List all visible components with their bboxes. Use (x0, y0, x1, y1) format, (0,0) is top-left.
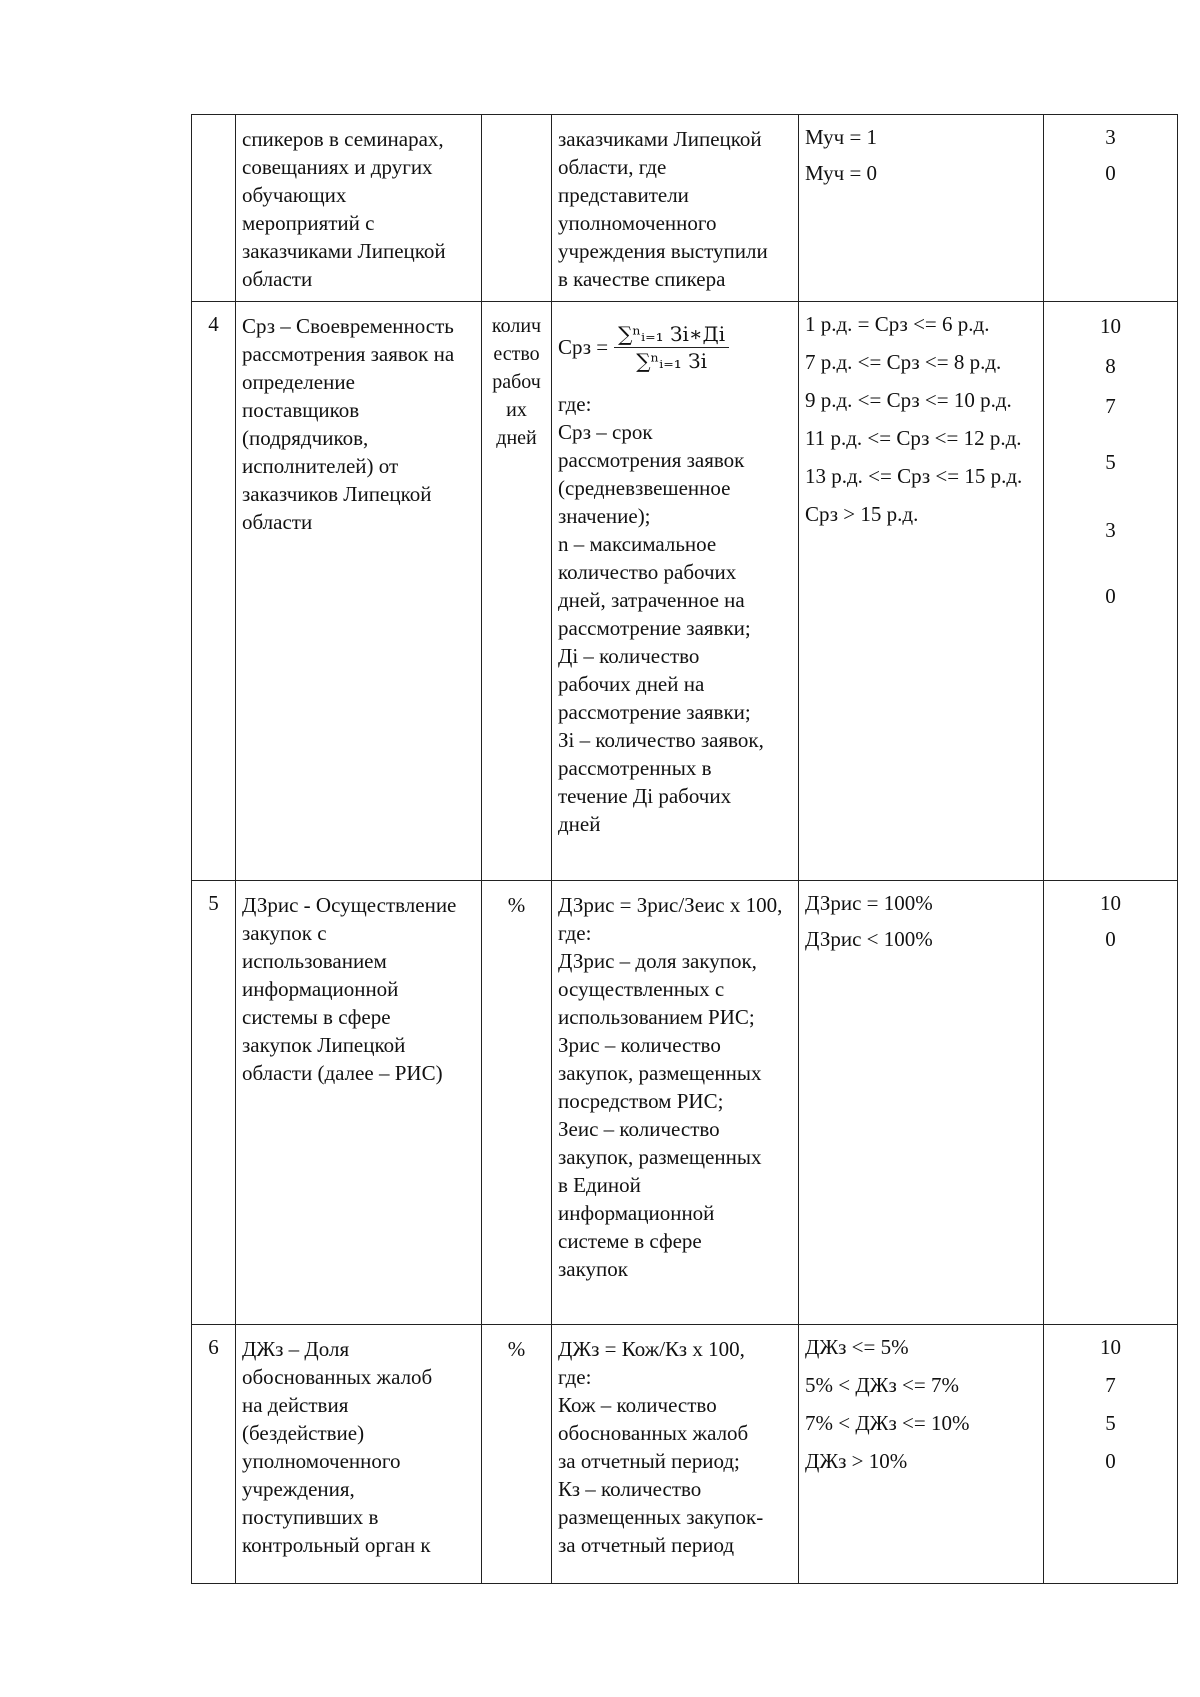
text-line: закупок Липецкой (242, 1033, 406, 1057)
text-line: ДЗрис = Зрис/Зеис х 100, (558, 893, 783, 917)
text-line: определение (242, 370, 355, 394)
text-line: области (242, 267, 313, 291)
criterion: 7 р.д. <= Срз <= 8 р.д. (805, 350, 1002, 374)
text-line: системы в сфере (242, 1005, 391, 1029)
score: 10 (1100, 891, 1121, 915)
text-line: рабоч (492, 371, 541, 393)
indicator-name (236, 881, 482, 1325)
text-line: области (далее – РИС) (242, 1061, 443, 1085)
calculation-method (552, 115, 799, 302)
criterion: 7% < ДЖз <= 10% (805, 1411, 970, 1435)
text-line: закупок, размещенных (558, 1061, 762, 1085)
text-line: (подрядчиков, (242, 426, 369, 450)
text-line: поступивших в (242, 1505, 379, 1529)
text-line: использованием РИС; (558, 1005, 755, 1029)
unit-cell: % (482, 1325, 552, 1584)
text-line: колич (491, 315, 542, 337)
text-line: количество рабочих (558, 560, 737, 584)
calculation-method (552, 881, 799, 1325)
text-line: информационной (242, 977, 399, 1001)
text-line: Срз – срок (558, 420, 653, 444)
score: 5 (1105, 450, 1116, 474)
row-number: 6 (192, 1325, 236, 1584)
formula-lhs: Срз = (558, 335, 609, 359)
formula-numerator: ∑ⁿᵢ₌₁ Зi∗Дi (614, 321, 729, 348)
criterion: ДЗрис < 100% (805, 927, 933, 951)
text-line: дней (496, 427, 537, 449)
unit-cell (482, 302, 552, 881)
text-line: поставщиков (242, 398, 360, 422)
text-line: осуществленных с (558, 977, 725, 1001)
text-line: заказчиками Липецкой (242, 239, 446, 263)
text-line: Кож – количество (558, 1393, 717, 1417)
text-line: ДЖз – Доля (242, 1337, 350, 1361)
text-line: представители (558, 183, 689, 207)
score: 0 (1105, 1449, 1116, 1473)
criterion: ДЗрис = 100% (805, 891, 933, 915)
text-line: Зi – количество заявок, (558, 728, 764, 752)
unit-cell (482, 115, 552, 302)
text-line: в качестве спикера (558, 267, 726, 291)
formula (558, 312, 792, 382)
text-line: учреждения выступили (558, 239, 768, 263)
score-cell (1044, 115, 1178, 302)
score: 0 (1105, 584, 1116, 608)
text-line: области (242, 510, 313, 534)
text-line: рассмотрения заявок (558, 448, 745, 472)
row-number: 5 (192, 881, 236, 1325)
text-line: их (506, 399, 527, 421)
criterion: Муч = 0 (805, 161, 878, 185)
text-line: заказчиков Липецкой (242, 482, 432, 506)
row-number (192, 115, 236, 302)
text-line: за отчетный период (558, 1533, 735, 1557)
text-line: рассмотрения заявок на (242, 342, 455, 366)
text-line: закупок, размещенных (558, 1145, 762, 1169)
text-line: Дi – количество (558, 644, 700, 668)
text-line: ДЗрис - Осуществление (242, 893, 457, 917)
text-line: рабочих дней на (558, 672, 705, 696)
calculation-method (552, 1325, 799, 1584)
text-line: совещаниях и других (242, 155, 433, 179)
score: 10 (1100, 1335, 1121, 1359)
text-line: уполномоченного (242, 1449, 401, 1473)
score: 0 (1105, 927, 1116, 951)
text-line: области, где (558, 155, 667, 179)
text-line: ДЖз = Кож/Кз х 100, (558, 1337, 745, 1361)
indicator-name (236, 115, 482, 302)
text-line: (средневзвешенное (558, 476, 731, 500)
formula-fraction (614, 321, 729, 374)
text-line: где: (558, 392, 592, 416)
text-line: уполномоченного (558, 211, 717, 235)
criterion: ДЖз > 10% (805, 1449, 908, 1473)
text-line: посредством РИС; (558, 1089, 724, 1113)
text-line: (бездействие) (242, 1421, 365, 1445)
criteria-cell (799, 1325, 1044, 1584)
text-line: рассмотрение заявки; (558, 700, 751, 724)
text-line: системе в сфере (558, 1229, 702, 1253)
text-line: мероприятий с (242, 211, 375, 235)
criterion: 9 р.д. <= Срз <= 10 р.д. (805, 388, 1012, 412)
text-line: Зрис – количество (558, 1033, 721, 1057)
score: 3 (1105, 125, 1116, 149)
text-line: где: (558, 921, 592, 945)
text-line: информационной (558, 1201, 715, 1225)
text-line: дней, затраченное на (558, 588, 745, 612)
calculation-method (552, 302, 799, 881)
text-line: значение); (558, 504, 651, 528)
criterion: Срз > 15 р.д. (805, 502, 919, 526)
criterion: ДЖз <= 5% (805, 1335, 909, 1359)
text-line: на действия (242, 1393, 349, 1417)
indicator-name (236, 302, 482, 881)
criterion: 13 р.д. <= Срз <= 15 р.д. (805, 464, 1023, 488)
score: 7 (1105, 1373, 1116, 1397)
text-line: спикеров в семинарах, (242, 127, 444, 151)
score-cell (1044, 881, 1178, 1325)
criterion: 5% < ДЖз <= 7% (805, 1373, 959, 1397)
row-number: 4 (192, 302, 236, 881)
text-line: Кз – количество (558, 1477, 702, 1501)
score: 7 (1105, 394, 1116, 418)
score: 5 (1105, 1411, 1116, 1435)
text-line: за отчетный период; (558, 1449, 740, 1473)
text-line: заказчиками Липецкой (558, 127, 762, 151)
text-line: ество (493, 343, 540, 365)
table-row (192, 881, 1178, 1325)
score: 3 (1105, 518, 1116, 542)
text-line: контрольный орган к (242, 1533, 431, 1557)
criterion: Муч = 1 (805, 125, 878, 149)
score: 8 (1105, 354, 1116, 378)
text-line: обоснованных жалоб (242, 1365, 433, 1389)
text-line: обоснованных жалоб (558, 1421, 749, 1445)
score: 0 (1105, 161, 1116, 185)
text-line: использованием (242, 949, 387, 973)
text-line: дней (558, 812, 601, 836)
table-row (192, 115, 1178, 302)
text-line: Зеис – количество (558, 1117, 720, 1141)
text-line: рассмотрение заявки; (558, 616, 751, 640)
text-line: размещенных закупок- (558, 1505, 764, 1529)
text-line: течение Дi рабочих (558, 784, 732, 808)
score: 10 (1100, 314, 1121, 338)
text-line: n – максимальное (558, 532, 717, 556)
text-line: в Единой (558, 1173, 641, 1197)
text-line: ДЗрис – доля закупок, (558, 949, 757, 973)
criteria-cell (799, 881, 1044, 1325)
text-line: учреждения, (242, 1477, 355, 1501)
table-row (192, 1325, 1178, 1584)
score-cell (1044, 1325, 1178, 1584)
score-cell (1044, 302, 1178, 881)
text-line: обучающих (242, 183, 347, 207)
text-line: где: (558, 1365, 592, 1389)
indicator-table (191, 114, 1178, 1584)
criteria-cell (799, 115, 1044, 302)
text-line: рассмотренных в (558, 756, 712, 780)
criterion: 11 р.д. <= Срз <= 12 р.д. (805, 426, 1022, 450)
text-line: Срз – Своевременность (242, 314, 454, 338)
text-line: исполнителей) от (242, 454, 399, 478)
formula-denominator: ∑ⁿᵢ₌₁ Зi (636, 348, 708, 373)
criteria-cell (799, 302, 1044, 881)
text-line: закупок с (242, 921, 327, 945)
text-line: закупок (558, 1257, 628, 1281)
indicator-name (236, 1325, 482, 1584)
table-row (192, 302, 1178, 881)
unit-cell: % (482, 881, 552, 1325)
criterion: 1 р.д. = Срз <= 6 р.д. (805, 312, 990, 336)
